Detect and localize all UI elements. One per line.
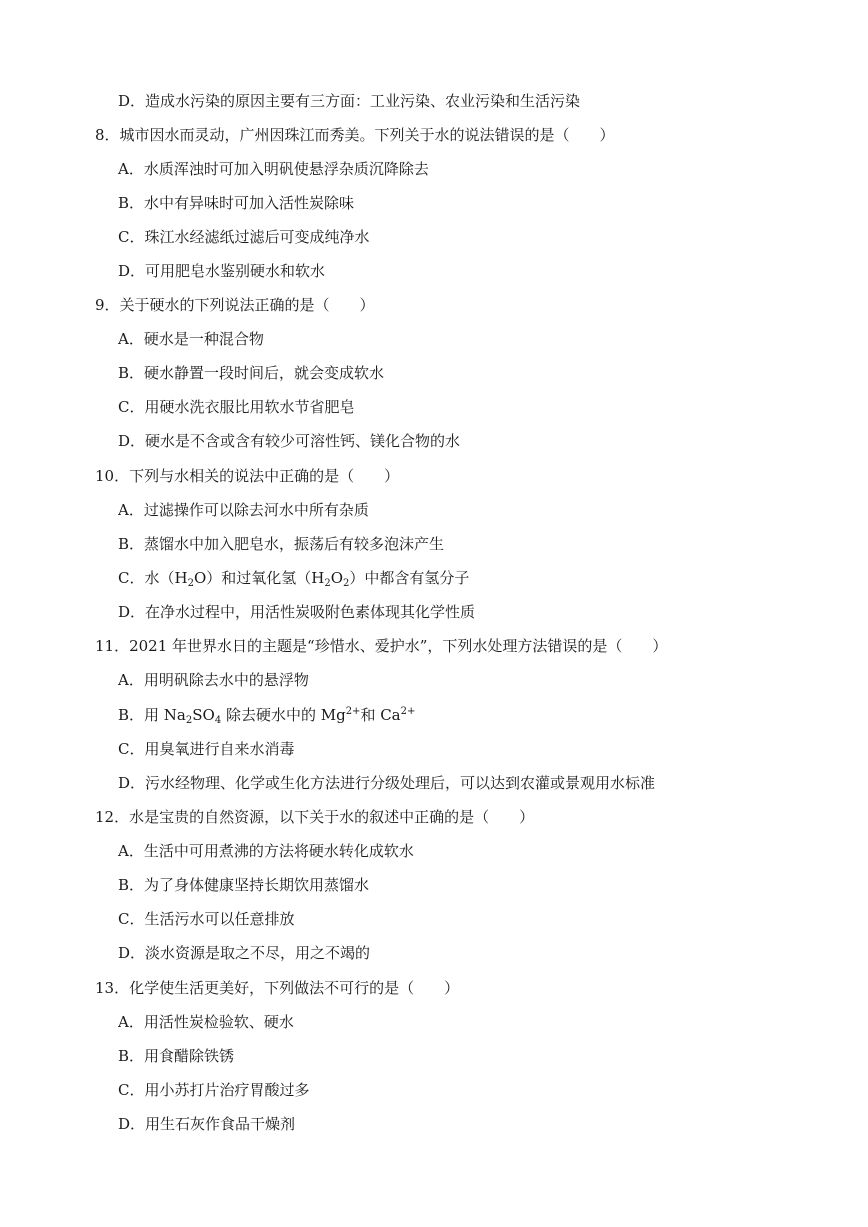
q7-option-d: D．造成水污染的原因主要有三方面：工业污染、农业污染和生活污染 bbox=[118, 92, 581, 110]
q10-option-b: B．蒸馏水中加入肥皂水，振荡后有较多泡沫产生 bbox=[118, 535, 445, 553]
q10-option-c bbox=[118, 568, 469, 588]
formula-text: ）中都含有氢分子 bbox=[349, 569, 470, 587]
q12-stem: 12．水是宝贵的自然资源，以下关于水的叙述中正确的是（ ） bbox=[95, 808, 535, 826]
q8-option-d: D．可用肥皂水鉴别硬水和软水 bbox=[118, 262, 326, 280]
q11-option-d: D．污水经物理、化学或生化方法进行分级处理后，可以达到农灌或景观用水标准 bbox=[118, 774, 656, 792]
q9-option-d: D．硬水是不含或含有较少可溶性钙、镁化合物的水 bbox=[118, 432, 461, 450]
subscript: 4 bbox=[214, 715, 222, 726]
formula-text: SO bbox=[192, 706, 215, 724]
q10-stem: 10．下列与水相关的说法中正确的是（ ） bbox=[95, 467, 400, 485]
q10-option-d: D．在净水过程中，用活性炭吸附色素体现其化学性质 bbox=[118, 603, 476, 621]
q8-stem: 8．城市因水而灵动，广州因珠江而秀美。下列关于水的说法错误的是（ ） bbox=[95, 126, 615, 144]
q11-option-c: C．用臭氧进行自来水消毒 bbox=[118, 740, 295, 758]
q12-option-a: A．生活中可用煮沸的方法将硬水转化成软水 bbox=[118, 842, 414, 860]
q9-option-a: A．硬水是一种混合物 bbox=[118, 330, 264, 348]
formula-text: C．水（H bbox=[118, 569, 188, 587]
q11-stem: 11．2021 年世界水日的主题是“珍惜水、爱护水”，下列水处理方法错误的是（ ） bbox=[95, 637, 668, 655]
subscript: 2 bbox=[343, 578, 350, 589]
q9-option-b: B．硬水静置一段时间后，就会变成软水 bbox=[118, 364, 385, 382]
formula-text: 除去硬水中的 Mg bbox=[221, 706, 346, 724]
superscript: 2+ bbox=[345, 706, 361, 717]
q13-option-b: B．用食醋除铁锈 bbox=[118, 1047, 235, 1065]
subscript: 2 bbox=[324, 578, 331, 589]
q13-option-d: D．用生石灰作食品干燥剂 bbox=[118, 1115, 296, 1133]
q11-option-a: A．用明矾除去水中的悬浮物 bbox=[118, 671, 309, 689]
q11-option-b bbox=[118, 705, 415, 725]
q10-option-a: A．过滤操作可以除去河水中所有杂质 bbox=[118, 501, 369, 519]
q12-option-d: D．淡水资源是取之不尽，用之不竭的 bbox=[118, 944, 371, 962]
q13-stem: 13．化学使生活更美好，下列做法不可行的是（ ） bbox=[95, 979, 460, 997]
formula-text: 和 Ca bbox=[360, 706, 401, 724]
subscript: 2 bbox=[187, 578, 194, 589]
q12-option-b: B．为了身体健康坚持长期饮用蒸馏水 bbox=[118, 876, 370, 894]
formula-text: O）和过氧化氢（H bbox=[193, 569, 325, 587]
q12-option-c: C．生活污水可以任意排放 bbox=[118, 910, 295, 928]
q13-option-c: C．用小苏打片治疗胃酸过多 bbox=[118, 1081, 310, 1099]
q13-option-a: A．用活性炭检验软、硬水 bbox=[118, 1013, 294, 1031]
formula-text: O bbox=[330, 569, 344, 587]
q8-option-a: A．水质浑浊时可加入明矾使悬浮杂质沉降除去 bbox=[118, 160, 429, 178]
formula-text: B．用 Na bbox=[118, 706, 186, 724]
q9-stem: 9．关于硬水的下列说法正确的是（ ） bbox=[95, 296, 375, 314]
q8-option-b: B．水中有异味时可加入活性炭除味 bbox=[118, 194, 355, 212]
superscript: 2+ bbox=[400, 706, 416, 717]
subscript: 2 bbox=[185, 715, 193, 726]
q8-option-c: C．珠江水经滤纸过滤后可变成纯净水 bbox=[118, 228, 370, 246]
q9-option-c: C．用硬水洗衣服比用软水节省肥皂 bbox=[118, 398, 355, 416]
